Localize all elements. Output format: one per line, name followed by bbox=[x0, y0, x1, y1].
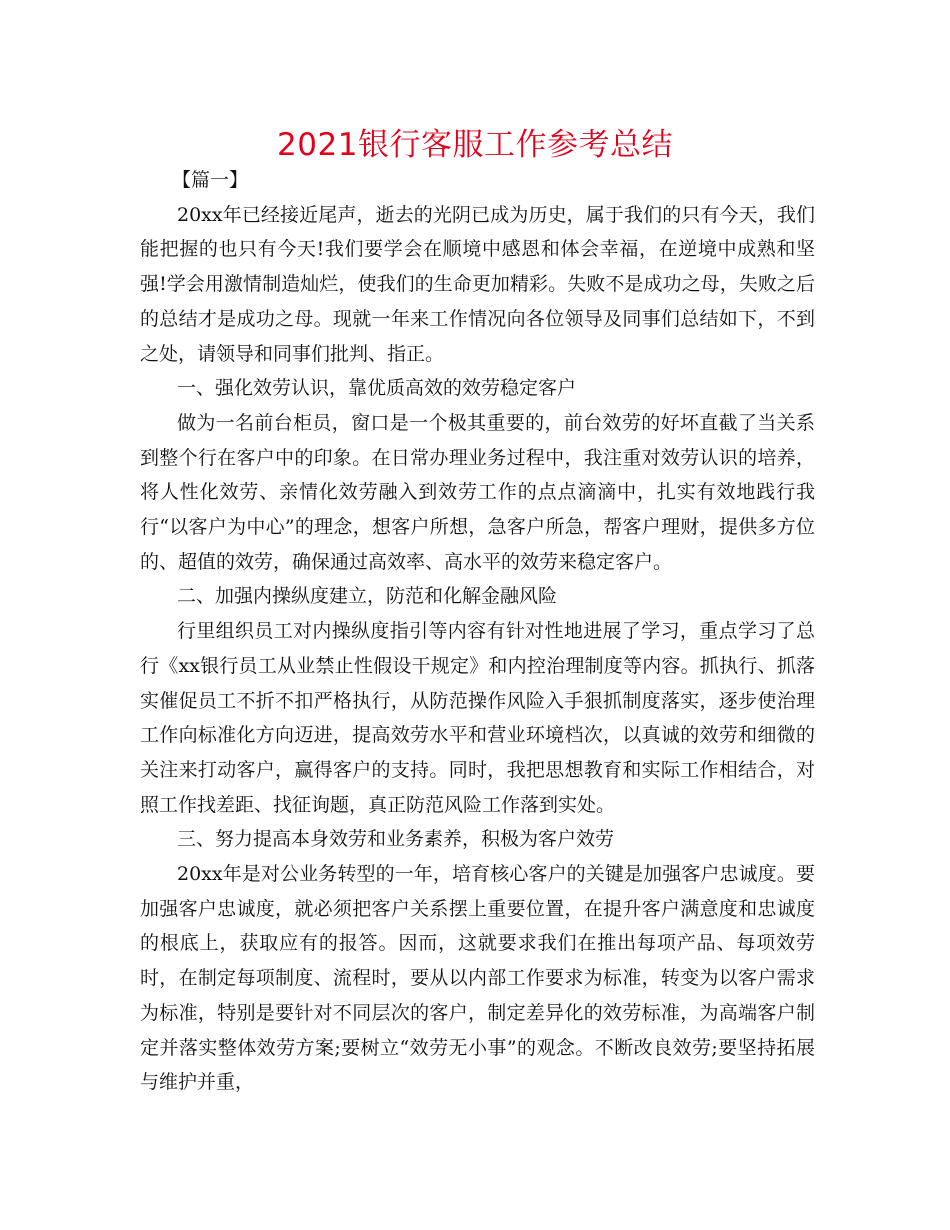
document-body bbox=[140, 163, 815, 1100]
document-title: 2021银行客服工作参考总结 bbox=[277, 127, 673, 163]
section-paragraph-2: 行里组织员工对内操纵度指引等内容有针对性地进展了学习，重点学习了总行《xx银行员工从业禁止性假设干规定》和内控治理制度等内容。抓执行、抓落实催促员工不折不扣严格执行，从防范操作风险入手狠抓制度落实，逐步使治理工作向标准化方向迈进，提高效劳水平和营业环境档次，以真诚的效劳和细微的关注来打动客户，赢得客户的支持。同时，我把思想教育和实际工作相结合，对照工作找差距、找征询题，真正防范风险工作落到实处。 bbox=[140, 620, 815, 816]
section-heading-2: 二、加强内操纵度建立，防范和化解金融风险 bbox=[177, 585, 558, 608]
section-paragraph-1: 做为一名前台柜员，窗口是一个极其重要的，前台效劳的好坏直截了当关系到整个行在客户中的印象。在日常办理业务过程中，我注重对效劳认识的培养，将人性化效劳、亲情化效劳融入到效劳工作的点点滴滴中，扎实有效地践行我行“以客户为中心”的理念，想客户所想，急客户所急，帮客户理财，提供多方位的、超值的效劳，确保通过高效率、高水平的效劳来稳定客户。 bbox=[140, 411, 815, 573]
intro-paragraph: 20xx年已经接近尾声，逝去的光阴已成为历史，属于我们的只有今天，我们能把握的也只有今天!我们要学会在顺境中感恩和体会幸福，在逆境中成熟和坚强!学会用激情制造灿烂，使我们的生命更加精彩。失败不是成功之母，失败之后的总结才是成功之母。现就一年来工作情况向各位领导及同事们总结如下，不到之处，请领导和同事们批判、指正。 bbox=[140, 203, 815, 365]
section-label: 【篇一】 bbox=[172, 169, 249, 191]
section-paragraph-3: 20xx年是对公业务转型的一年，培育核心客户的关键是加强客户忠诚度。要加强客户忠诚度，就必须把客户关系摆上重要位置，在提升客户满意度和忠诚度的根底上，获取应有的报答。因而，这就要求我们在推出每项产品、每项效劳时，在制定每项制度、流程时，要从以内部工作要求为标准，转变为以客户需求为标准，特别是要针对不同层次的客户，制定差异化的效劳标准，为高端客户制定并落实整体效劳方案;要树立“效劳无小事”的观念。不断改良效劳;要坚持拓展与维护并重， bbox=[140, 863, 815, 1094]
section-heading-3: 三、努力提高本身效劳和业务素养，积极为客户效劳 bbox=[177, 828, 615, 851]
section-heading-1: 一、强化效劳认识，靠优质高效的效劳稳定客户 bbox=[177, 377, 577, 400]
